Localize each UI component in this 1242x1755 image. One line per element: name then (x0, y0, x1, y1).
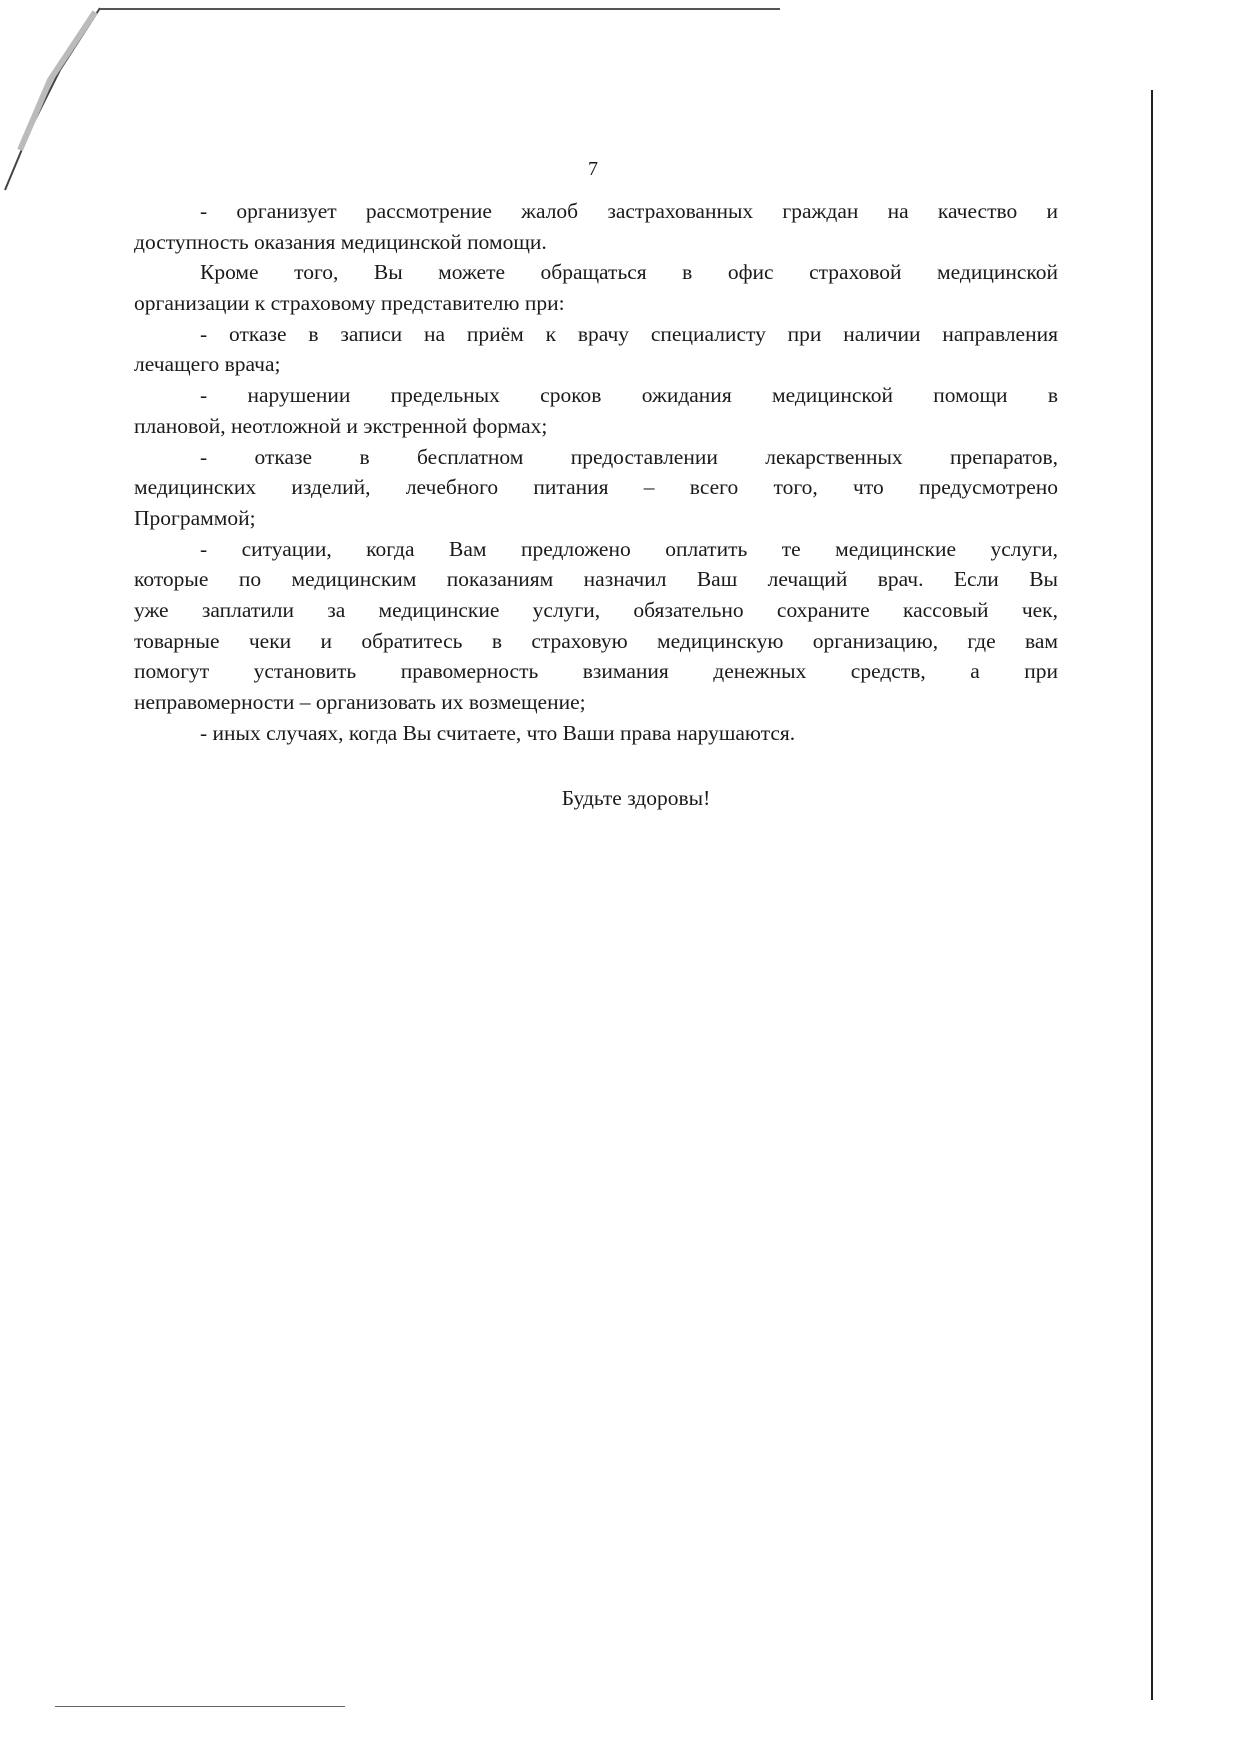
text-line: - организует рассмотрение жалоб застрахованных граждан на качество и (200, 199, 1058, 223)
paragraph (134, 718, 1058, 749)
text-line: неправомерности – организовать их возмещение; (134, 690, 586, 714)
paragraph (134, 196, 1058, 257)
closing-line: Будьте здоровы! (561, 786, 711, 810)
paragraph (134, 319, 1058, 380)
document-body (134, 196, 1058, 748)
text-line: - нарушении предельных сроков ожидания медицинской помощи в (200, 383, 1058, 408)
text-line: помогут установить правомерность взимания денежных средств, а при (134, 659, 1058, 684)
text-line: медицинских изделий, лечебного питания – всего того, что предусмотрено (134, 475, 1058, 500)
text-line: плановой, неотложной и экстренной формах; (134, 413, 548, 438)
scan-edge-right (1151, 90, 1153, 1700)
text-line: которые по медицинским показаниям назначил Ваш лечащий врач. Если Вы (134, 567, 1058, 592)
page-number: 7 (588, 158, 598, 180)
text-line: доступность оказания медицинской помощи. (134, 229, 547, 254)
text-line: уже заплатили за медицинские услуги, обязательно сохраните кассовый чек, (134, 597, 1058, 622)
text-line: организации к страховому представителю при: (134, 291, 565, 316)
scan-edge-top (100, 8, 780, 10)
paragraph (134, 442, 1058, 534)
text-line: товарные чеки и обратитесь в страховую медицинскую организацию, где вам (134, 628, 1058, 653)
scan-edge-bottom (55, 1706, 345, 1707)
text-line: - иных случаях, когда Вы считаете, что Ваши права нарушаются. (200, 720, 796, 745)
text-line: лечащего врача; (134, 352, 281, 377)
paragraph (134, 257, 1058, 318)
text-line: - отказе в записи на приём к врачу специалисту при наличии направления (200, 321, 1058, 346)
text-line: Программой; (134, 505, 256, 530)
text-line: - ситуации, когда Вам предложено оплатить те медицинские услуги, (200, 536, 1058, 561)
folded-corner-scan-artifact (0, 0, 120, 200)
paragraph (134, 380, 1058, 441)
text-line: - отказе в бесплатном предоставлении лекарственных препаратов, (200, 444, 1058, 469)
text-line: Кроме того, Вы можете обращаться в офис страховой медицинской (200, 260, 1058, 285)
paragraph (134, 534, 1058, 718)
